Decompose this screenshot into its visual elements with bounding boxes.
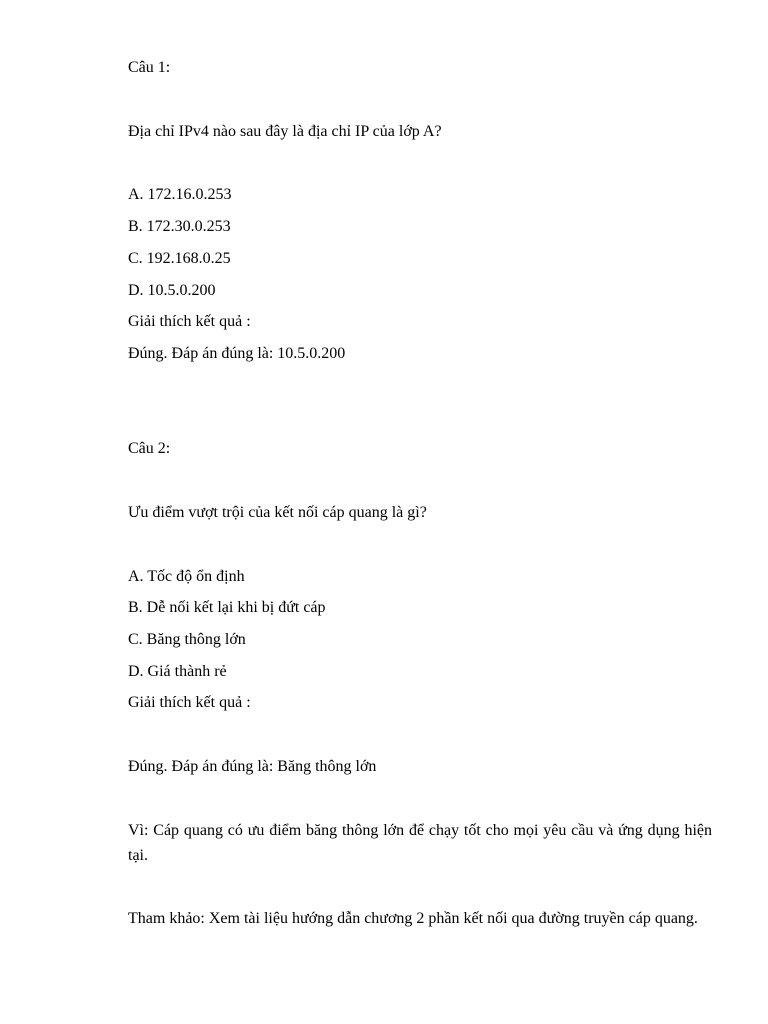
question-2-reason: Vì: Cáp quang có ưu điểm băng thông lớn để chạy tốt cho mọi yêu cầu và ứng dụng hiện tại. [128, 822, 712, 864]
question-2-answer: Đúng. Đáp án đúng là: Băng thông lớn [128, 758, 377, 775]
question-1-option-a: A. 172.16.0.253 [128, 186, 232, 203]
question-2-option-b: B. Dễ nối kết lại khi bị đứt cáp [128, 599, 326, 616]
question-2-option-a: A. Tốc độ ổn định [128, 568, 245, 585]
question-2-reference: Tham khảo: Xem tài liệu hướng dẫn chương 2 phần kết nối qua đường truyền cáp quang. [128, 910, 698, 927]
question-1-explanation-label: Giải thích kết quả : [128, 313, 251, 330]
question-2-option-c: C. Băng thông lớn [128, 631, 246, 648]
question-2-option-d: D. Giá thành rẻ [128, 663, 227, 680]
question-1-option-d: D. 10.5.0.200 [128, 282, 216, 299]
question-2-explanation-label: Giải thích kết quả : [128, 694, 251, 711]
question-1-option-c: C. 192.168.0.25 [128, 250, 231, 267]
question-1-option-b: B. 172.30.0.253 [128, 218, 231, 235]
question-1-text: Địa chỉ IPv4 nào sau đây là địa chỉ IP của lớp A? [128, 123, 442, 140]
question-1-heading: Câu 1: [128, 59, 171, 76]
question-2-heading: Câu 2: [128, 440, 171, 457]
question-1-answer: Đúng. Đáp án đúng là: 10.5.0.200 [128, 345, 346, 362]
question-2-text: Ưu điểm vượt trội của kết nối cáp quang là gì? [128, 504, 427, 521]
